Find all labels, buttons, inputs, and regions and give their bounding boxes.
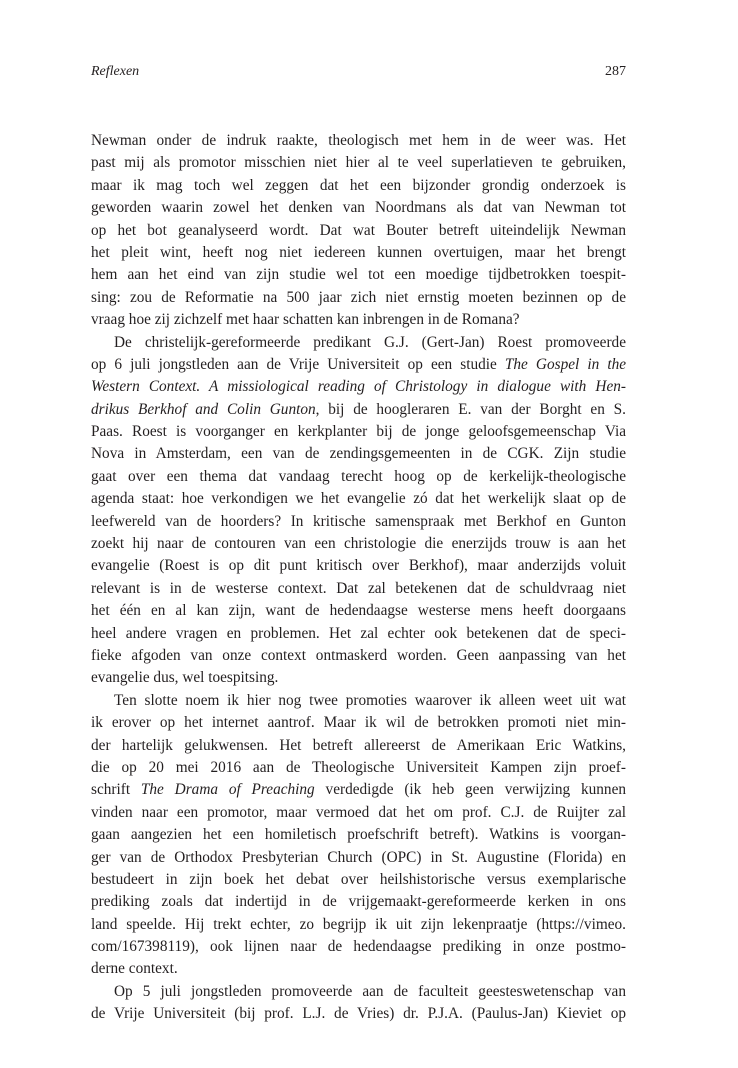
- text-run: de Vrije Universiteit (bij prof. L.J. de Vries) dr. P.J.A. (Paulus-Jan) Kieviet op: [91, 1005, 626, 1023]
- text-run: bestudeert in zijn boek het debat over heilshistorische versus exemplarische: [91, 870, 626, 888]
- paragraph: [91, 981, 626, 1026]
- text-line: [91, 735, 626, 757]
- text-run: het één en al kan zijn, want de hedendaagse westerse mens heeft doorgaans: [91, 602, 626, 620]
- text-run: ik erover op het internet aantrof. Maar ik wil de betrokken promoti niet min-: [91, 714, 626, 732]
- text-line: [91, 175, 626, 197]
- text-line: [91, 555, 626, 577]
- text-run: derne context.: [91, 960, 178, 978]
- running-head: Reflexen: [91, 64, 140, 79]
- text-run: evangelie dus, wel toespitsing.: [91, 669, 279, 687]
- text-run: verdedigde (ik heb geen verwijzing kunnen: [314, 781, 627, 799]
- text-run: gaan aangezien het een homiletisch proefschrift betreft). Watkins is voorgan-: [91, 826, 626, 844]
- italic-title: drikus Berkhof and Colin Gunton: [91, 400, 316, 418]
- text-line: [91, 914, 626, 936]
- text-line: [91, 869, 626, 891]
- text-line: [91, 600, 626, 622]
- text-run: ger van de Orthodox Presbyterian Church (OPC) in St. Augustine (Florida) en: [91, 848, 626, 866]
- text-run: past mij als promotor misschien niet hier al te veel superlatieven te gebruiken,: [91, 154, 626, 172]
- text-run: vinden naar een promotor, maar vermoed dat het om prof. C.J. de Ruijter zal: [91, 803, 626, 821]
- text-line: [91, 466, 626, 488]
- text-line: [91, 220, 626, 242]
- page-header: [91, 64, 626, 84]
- text-run: die op 20 mei 2016 aan de Theologische Universiteit Kampen zijn proef-: [91, 758, 626, 776]
- text-line: [91, 130, 626, 152]
- text-line: [91, 958, 626, 980]
- text-run: land speelde. Hij trekt echter, zo begrijp ik uit zijn lekenpraatje (https://vimeo.: [91, 915, 626, 933]
- text-line: [91, 511, 626, 533]
- text-line: [91, 264, 626, 286]
- text-line: [91, 779, 626, 801]
- text-line: [91, 712, 626, 734]
- page-number: 287: [605, 64, 626, 79]
- text-line: [91, 443, 626, 465]
- text-run: Newman onder de indruk raakte, theologisch met hem in de weer was. Het: [91, 132, 626, 149]
- text-run: Nova in Amsterdam, een van de zendingsgemeenten in de CGK. Zijn studie: [91, 445, 626, 463]
- text-line: [91, 981, 626, 1003]
- text-line: [91, 802, 626, 824]
- text-run: Ten slotte noem ik hier nog twee promoties waarover ik alleen weet uit wat: [114, 691, 626, 709]
- text-run: relevant is in de westerse context. Dat zal betekenen dat de schuldvraag niet: [91, 579, 626, 597]
- text-line: [91, 578, 626, 600]
- text-run: het pleit wint, heeft nog niet iedereen kunnen overtuigen, maar het brengt: [91, 243, 626, 261]
- text-line: [91, 287, 626, 309]
- text-line: [91, 309, 626, 331]
- text-line: [91, 399, 626, 421]
- italic-title: The Drama of Preaching: [140, 781, 315, 799]
- text-line: [91, 667, 626, 689]
- text-run: leefwereld van de hoorders? In kritische samenspraak met Berkhof en Gunton: [91, 512, 626, 530]
- text-line: [91, 757, 626, 779]
- text-line: [91, 891, 626, 913]
- text-run: der hartelijk gelukwensen. Het betreft allereerst de Amerikaan Eric Watkins,: [91, 736, 626, 754]
- paragraph: [91, 332, 626, 690]
- body-text: [91, 130, 626, 1026]
- text-run: zoekt hij naar de contouren van een christologie die enerzijds trouw is aan het: [91, 535, 626, 553]
- text-run: fieke afgoden van onze context ontmaskerd worden. Geen aanpassing van het: [91, 646, 626, 664]
- text-run: op het bot geanalyseerd wordt. Dat wat Bouter betreft uiteindelijk Newman: [91, 221, 626, 239]
- italic-title: The Gospel in the: [504, 355, 627, 373]
- text-line: [91, 847, 626, 869]
- text-run: Op 5 juli jongstleden promoveerde aan de faculteit geesteswetenschap van: [114, 982, 626, 1000]
- text-line: [91, 332, 626, 354]
- text-line: [91, 376, 626, 398]
- text-line: [91, 690, 626, 712]
- text-run: maar ik mag toch wel zeggen dat het een bijzonder grondig onderzoek is: [91, 176, 626, 194]
- italic-title: Western Context. A missiological reading of Christology in dialogue with Hen-: [91, 378, 626, 396]
- text-run: , bij de hoogleraren E. van der Borght en S.: [315, 400, 626, 418]
- text-run: evangelie (Roest is op dit punt kritisch over Berkhof), maar anderzijds voluit: [91, 557, 626, 575]
- text-run: agenda staat: hoe verkondigen we het evangelie zó dat het werkelijk slaat op de: [91, 490, 626, 508]
- text-run: com/167398119), ook lijnen naar de hedendaagse prediking in onze postmo-: [91, 938, 626, 956]
- text-line: [91, 488, 626, 510]
- text-run: De christelijk-gereformeerde predikant G.J. (Gert-Jan) Roest promoveerde: [114, 333, 626, 351]
- text-run: sing: zou de Reformatie na 500 jaar zich niet ernstig moeten bezinnen op de: [91, 288, 626, 306]
- text-line: [91, 152, 626, 174]
- text-line: [91, 824, 626, 846]
- text-run: op 6 juli jongstleden aan de Vrije Universiteit op een studie: [91, 355, 505, 373]
- text-run: schrift: [91, 781, 141, 799]
- text-run: vraag hoe zij zichzelf met haar schatten kan inbrengen in de Romana?: [91, 311, 520, 329]
- paragraph: [91, 130, 626, 332]
- text-run: Paas. Roest is voorganger en kerkplanter bij de jonge geloofsgemeenschap Via: [91, 423, 626, 441]
- text-line: [91, 936, 626, 958]
- text-run: hem aan het eind van zijn studie wel tot een moedige tijdbetrokken toespit-: [91, 266, 626, 284]
- text-line: [91, 421, 626, 443]
- text-line: [91, 197, 626, 219]
- text-line: [91, 533, 626, 555]
- text-line: [91, 645, 626, 667]
- text-run: geworden waarin zowel het denken van Noordmans als dat van Newman tot: [91, 199, 626, 217]
- paragraph: [91, 690, 626, 981]
- text-run: gaat over een thema dat vandaag terecht hoog op de kerkelijk-theologische: [91, 467, 626, 485]
- text-line: [91, 1003, 626, 1025]
- text-run: prediking zoals dat indertijd in de vrijgemaakt-gereformeerde kerken in ons: [91, 893, 626, 911]
- text-line: [91, 354, 626, 376]
- text-line: [91, 623, 626, 645]
- text-run: heel andere vragen en problemen. Het zal echter ook betekenen dat de speci-: [91, 624, 626, 642]
- text-line: [91, 242, 626, 264]
